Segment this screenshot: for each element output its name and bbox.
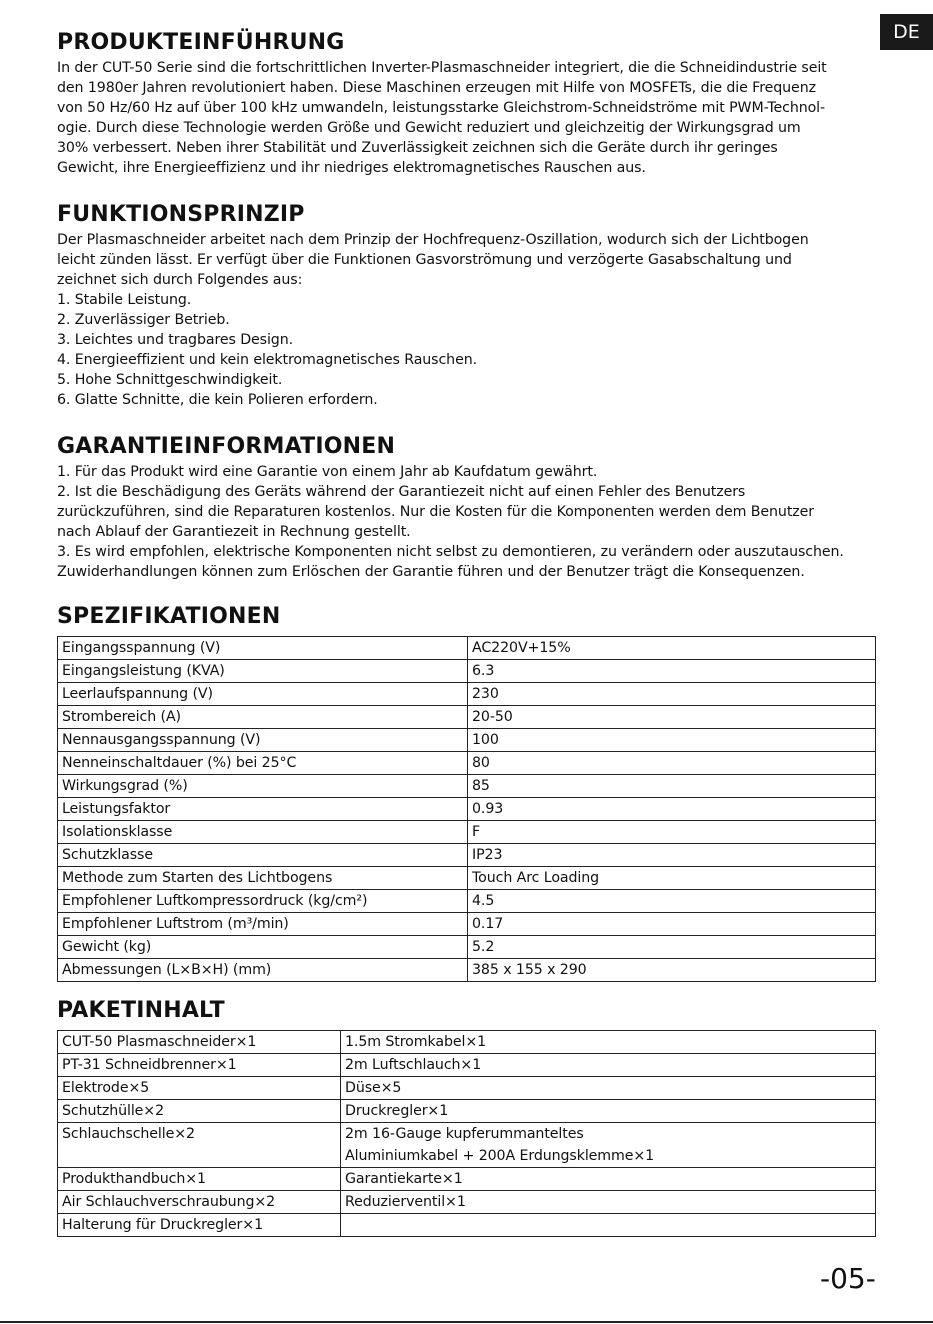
feature-item: 3. Leichtes und tragbares Design. xyxy=(57,332,293,348)
package-item-right xyxy=(341,1191,876,1214)
spec-label: Abmessungen (L×B×H) (mm) xyxy=(58,959,468,982)
spec-row xyxy=(58,821,876,844)
feature-item: 6. Glatte Schnitte, die kein Polieren erfordern. xyxy=(57,392,378,408)
specs-table xyxy=(57,636,876,982)
intro-line: In der CUT-50 Serie sind die fortschrittlichen Inverter-Plasmaschneider integriert, die die Schneidindustrie seit xyxy=(57,60,827,76)
package-item-right xyxy=(341,1100,876,1123)
spec-value: Touch Arc Loading xyxy=(468,867,876,890)
page-content xyxy=(57,28,883,1237)
spec-value: 5.2 xyxy=(468,936,876,959)
package-item-right xyxy=(341,1054,876,1077)
spec-label: Leistungsfaktor xyxy=(58,798,468,821)
package-table xyxy=(57,1030,876,1237)
spec-label: Eingangsleistung (KVA) xyxy=(58,660,468,683)
spec-label: Empfohlener Luftstrom (m³/min) xyxy=(58,913,468,936)
intro-heading: PRODUKTEINFÜHRUNG xyxy=(57,30,345,55)
spec-value: 6.3 xyxy=(468,660,876,683)
principle-line: Der Plasmaschneider arbeitet nach dem Prinzip der Hochfrequenz-Oszillation, wodurch sich der Lichtbogen xyxy=(57,232,809,248)
package-row xyxy=(58,1031,876,1054)
package-item-left: CUT-50 Plasmaschneider×1 xyxy=(58,1031,341,1054)
spec-row xyxy=(58,660,876,683)
spec-row xyxy=(58,752,876,775)
spec-row xyxy=(58,890,876,913)
spec-label: Nenneinschaltdauer (%) bei 25°C xyxy=(58,752,468,775)
principle-line: zeichnet sich durch Folgendes aus: xyxy=(57,272,303,288)
package-item-right xyxy=(341,1214,876,1237)
warranty-heading: GARANTIEINFORMATIONEN xyxy=(57,434,396,459)
bottom-divider xyxy=(0,1321,933,1323)
warranty-paragraph xyxy=(57,462,883,582)
warranty-line: 2. Ist die Beschädigung des Geräts während der Garantiezeit nicht auf einen Fehler des Benutzers xyxy=(57,484,746,500)
spec-label: Schutzklasse xyxy=(58,844,468,867)
warranty-line: nach Ablauf der Garantiezeit in Rechnung gestellt. xyxy=(57,524,411,540)
package-item-left: Produkthandbuch×1 xyxy=(58,1168,341,1191)
spec-row xyxy=(58,729,876,752)
package-row xyxy=(58,1168,876,1191)
package-row xyxy=(58,1054,876,1077)
package-item-right-line: Reduzierventil×1 xyxy=(345,1194,466,1210)
package-item-right-line: Druckregler×1 xyxy=(345,1103,449,1119)
principle-paragraph xyxy=(57,230,883,290)
spec-label: Methode zum Starten des Lichtbogens xyxy=(58,867,468,890)
spec-row xyxy=(58,959,876,982)
warranty-line: zurückzuführen, sind die Reparaturen kostenlos. Nur die Kosten für die Komponenten werden dem Benutzer xyxy=(57,504,814,520)
package-section xyxy=(57,996,883,1237)
spec-value: 4.5 xyxy=(468,890,876,913)
package-item-right-line: Aluminiumkabel + 200A Erdungsklemme×1 xyxy=(345,1148,655,1164)
package-row xyxy=(58,1191,876,1214)
spec-label: Gewicht (kg) xyxy=(58,936,468,959)
package-item-right-line: Düse×5 xyxy=(345,1080,402,1096)
intro-line: den 1980er Jahren revolutioniert haben. Diese Maschinen erzeugen mit Hilfe von MOSFETs, die die Frequenz xyxy=(57,80,816,96)
spec-value: 100 xyxy=(468,729,876,752)
principle-heading: FUNKTIONSPRINZIP xyxy=(57,202,305,227)
package-item-right xyxy=(341,1123,876,1168)
package-heading: PAKETINHALT xyxy=(57,998,225,1023)
language-badge: DE xyxy=(880,14,933,50)
spec-label: Isolationsklasse xyxy=(58,821,468,844)
package-item-right-line: 2m Luftschlauch×1 xyxy=(345,1057,482,1073)
spec-label: Wirkungsgrad (%) xyxy=(58,775,468,798)
warranty-section xyxy=(57,432,883,582)
package-item-right xyxy=(341,1168,876,1191)
feature-item: 2. Zuverlässiger Betrieb. xyxy=(57,312,230,328)
spec-row xyxy=(58,936,876,959)
spec-value: IP23 xyxy=(468,844,876,867)
package-row xyxy=(58,1077,876,1100)
intro-section xyxy=(57,28,883,178)
package-item-right-line: Garantiekarte×1 xyxy=(345,1171,463,1187)
spec-row xyxy=(58,683,876,706)
spec-row xyxy=(58,706,876,729)
principle-section xyxy=(57,200,883,410)
package-item-left: Air Schlauchverschraubung×2 xyxy=(58,1191,341,1214)
intro-line: Gewicht, ihre Energieeffizienz und ihr niedriges elektromagnetisches Rauschen aus. xyxy=(57,160,646,176)
spec-label: Empfohlener Luftkompressordruck (kg/cm²) xyxy=(58,890,468,913)
spec-value: 85 xyxy=(468,775,876,798)
warranty-line: 3. Es wird empfohlen, elektrische Komponenten nicht selbst zu demontieren, zu verändern oder auszutauschen. xyxy=(57,544,844,560)
spec-value: 80 xyxy=(468,752,876,775)
package-item-right-line: 2m 16-Gauge kupferummanteltes xyxy=(345,1126,584,1142)
package-item-left: Schutzhülle×2 xyxy=(58,1100,341,1123)
specs-section xyxy=(57,602,883,982)
warranty-line: 1. Für das Produkt wird eine Garantie von einem Jahr ab Kaufdatum gewährt. xyxy=(57,464,598,480)
package-row xyxy=(58,1214,876,1237)
feature-item: 1. Stabile Leistung. xyxy=(57,292,192,308)
spec-value: F xyxy=(468,821,876,844)
package-item-left: PT-31 Schneidbrenner×1 xyxy=(58,1054,341,1077)
page-number: -05- xyxy=(820,1262,876,1295)
intro-line: von 50 Hz/60 Hz auf über 100 kHz umwandeln, leistungsstarke Gleichstrom-Schneidströme mit PWM-Technol- xyxy=(57,100,826,116)
spec-row xyxy=(58,637,876,660)
feature-item: 5. Hohe Schnittgeschwindigkeit. xyxy=(57,372,283,388)
spec-value: AC220V+15% xyxy=(468,637,876,660)
spec-label: Eingangsspannung (V) xyxy=(58,637,468,660)
principle-line: leicht zünden lässt. Er verfügt über die Funktionen Gasvorströmung und verzögerte Gasabschaltung und xyxy=(57,252,792,268)
spec-value: 385 x 155 x 290 xyxy=(468,959,876,982)
warranty-line: Zuwiderhandlungen können zum Erlöschen der Garantie führen und der Benutzer trägt die Konsequenzen. xyxy=(57,564,805,580)
package-row xyxy=(58,1123,876,1168)
intro-line: ogie. Durch diese Technologie werden Größe und Gewicht reduziert und gleichzeitig der Wirkungsgrad um xyxy=(57,120,801,136)
package-item-left: Schlauchschelle×2 xyxy=(58,1123,341,1168)
package-item-left: Elektrode×5 xyxy=(58,1077,341,1100)
specs-heading: SPEZIFIKATIONEN xyxy=(57,604,281,629)
spec-label: Strombereich (A) xyxy=(58,706,468,729)
package-item-right xyxy=(341,1031,876,1054)
spec-value: 20-50 xyxy=(468,706,876,729)
spec-row xyxy=(58,844,876,867)
spec-label: Nennausgangsspannung (V) xyxy=(58,729,468,752)
package-item-right xyxy=(341,1077,876,1100)
feature-list xyxy=(57,290,883,410)
spec-row xyxy=(58,775,876,798)
spec-row xyxy=(58,798,876,821)
spec-value: 230 xyxy=(468,683,876,706)
spec-row xyxy=(58,913,876,936)
feature-item: 4. Energieeffizient und kein elektromagnetisches Rauschen. xyxy=(57,352,477,368)
spec-label: Leerlaufspannung (V) xyxy=(58,683,468,706)
spec-value: 0.93 xyxy=(468,798,876,821)
spec-value: 0.17 xyxy=(468,913,876,936)
spec-row xyxy=(58,867,876,890)
package-item-left: Halterung für Druckregler×1 xyxy=(58,1214,341,1237)
package-row xyxy=(58,1100,876,1123)
package-item-right-line: 1.5m Stromkabel×1 xyxy=(345,1034,487,1050)
intro-line: 30% verbessert. Neben ihrer Stabilität und Zuverlässigkeit zeichnen sich die Geräte durch ihr geringes xyxy=(57,140,778,156)
intro-paragraph xyxy=(57,58,883,178)
